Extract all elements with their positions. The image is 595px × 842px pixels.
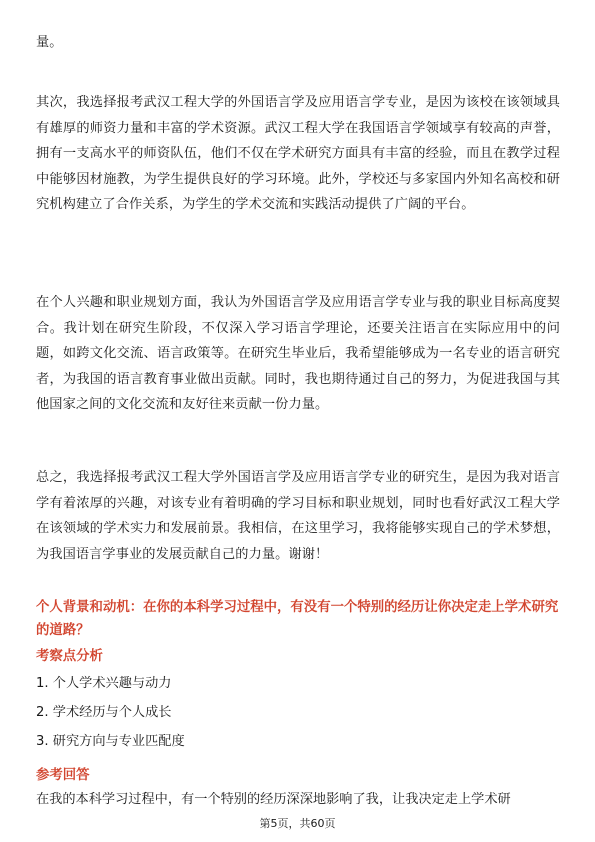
interview-question: 个人背景和动机：在你的本科学习过程中，有没有一个特别的经历让你决定走上学术研究的道路？ [36, 600, 559, 638]
paragraph-career-planning: 在个人兴趣和职业规划方面，我认为外国语言学及应用语言学专业与我的职业目标高度契合。我计划在研究生阶段，不仅深入学习语言学理论，还要关注语言在实际应用中的问题，如跨文化交流、语言政策等。在研究生毕业后，我希望能够成为一名专业的语言研究者，为我国的语言教育事业做出贡献。同时，我也期待通过自己的努力，为促进我国与其他国家之间的文化交流和友好往来贡献一份力量。 [36, 295, 560, 412]
analysis-point: 1. 个人学术兴趣与动力 [36, 676, 172, 691]
analysis-point: 2. 学术经历与个人成长 [36, 705, 172, 720]
paragraph-continuation: 量。 [36, 35, 63, 50]
analysis-point: 3. 研究方向与专业匹配度 [36, 734, 185, 749]
page-number: 第5页，共60页 [259, 817, 336, 830]
answer-text: 在我的本科学习过程中，有一个特别的经历深深地影响了我，让我决定走上学术研 [36, 792, 511, 807]
analysis-heading: 考察点分析 [36, 649, 103, 664]
document-page [36, 0, 560, 842]
answer-heading: 参考回答 [36, 768, 90, 783]
paragraph-conclusion: 总之，我选择报考武汉工程大学外国语言学及应用语言学专业的研究生，是因为我对语言学有着浓厚的兴趣，对该专业有着明确的学习目标和职业规划，同时也看好武汉工程大学在该领域的学术实力和发展前景。我相信，在这里学习，我将能够实现自己的学术梦想，为我国语言学事业的发展贡献自己的力量。谢谢！ [36, 470, 560, 562]
paragraph-school-reasons: 其次，我选择报考武汉工程大学的外国语言学及应用语言学专业，是因为该校在该领域具有雄厚的师资力量和丰富的学术资源。武汉工程大学在我国语言学领域享有较高的声誉，拥有一支高水平的师资队伍，他们不仅在学术研究方面具有丰富的经验，而且在教学过程中能够因材施教，为学生提供良好的学习环境。此外，学校还与多家国内外知名高校和研究机构建立了合作关系，为学生的学术交流和实践活动提供了广阔的平台。 [36, 95, 560, 212]
